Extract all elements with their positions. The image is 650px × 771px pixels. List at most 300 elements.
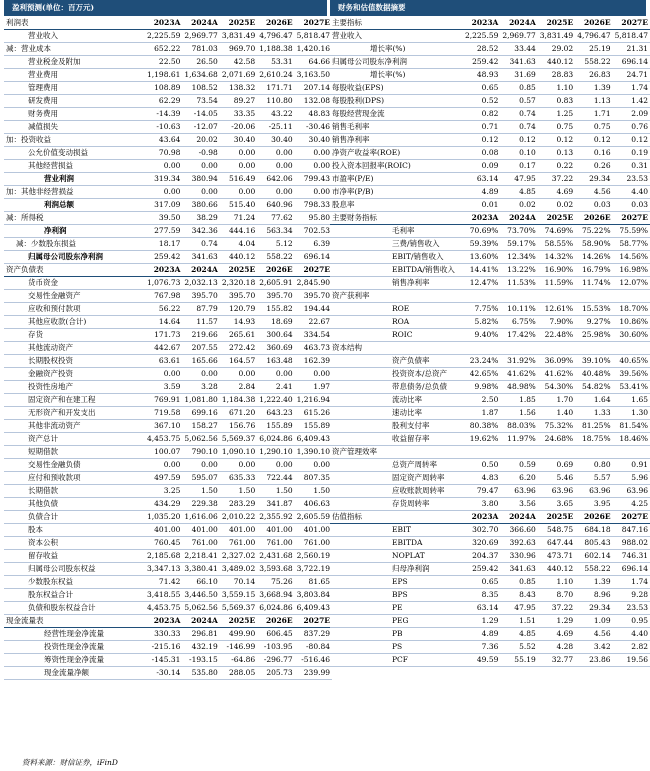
right-cell: 2027E xyxy=(613,17,650,30)
left-cell: 70.98 xyxy=(145,147,182,160)
right-row-label: 应收账款周转率 xyxy=(330,485,463,498)
left-cell: 42.58 xyxy=(220,56,257,69)
right-cell: 1.10 xyxy=(538,576,575,589)
right-cell xyxy=(613,446,650,459)
left-cell: 2025E xyxy=(220,615,257,628)
left-cell: 0.00 xyxy=(145,186,182,199)
left-cell: 3,347.13 xyxy=(145,563,182,576)
left-cell: 3,803.84 xyxy=(295,589,332,602)
left-cell: 395.70 xyxy=(257,290,294,303)
left-cell: 6,024.86 xyxy=(257,602,294,615)
left-cell: 219.66 xyxy=(182,329,219,342)
left-cell: 259.42 xyxy=(145,251,182,264)
right-cell: 81.25% xyxy=(575,420,612,433)
left-cell: 2,320.18 xyxy=(220,277,257,290)
left-cell: 3,668.94 xyxy=(257,589,294,602)
left-row xyxy=(4,589,332,602)
right-row-label: 净资产收益率(ROE) xyxy=(330,147,463,160)
left-cell: -193.15 xyxy=(182,654,219,667)
right-cell: 48.93 xyxy=(463,69,500,82)
left-cell: 3.25 xyxy=(145,485,182,498)
right-row-label: 销售毛利率 xyxy=(330,121,463,134)
left-row-label: 留存收益 xyxy=(4,550,145,563)
left-cell: 761.00 xyxy=(257,537,294,550)
right-cell: 25.19 xyxy=(575,43,612,56)
left-cell: 432.19 xyxy=(182,641,219,654)
right-row-label: 三费/销售收入 xyxy=(330,238,463,251)
left-row xyxy=(4,485,332,498)
right-cell: 63.96 xyxy=(500,485,537,498)
right-row-label: EPS xyxy=(330,576,463,589)
left-row-label: 归属母公司股东净利润 xyxy=(4,251,145,264)
left-cell: 33.35 xyxy=(220,108,257,121)
left-cell: 342.36 xyxy=(182,225,219,238)
left-cell: 164.57 xyxy=(220,355,257,368)
left-cell: 11.57 xyxy=(182,316,219,329)
right-cell: 0.12 xyxy=(463,134,500,147)
left-cell: 699.16 xyxy=(182,407,219,420)
right-cell: 330.96 xyxy=(500,550,537,563)
left-cell: 205.73 xyxy=(257,667,294,680)
right-cell: 0.74 xyxy=(500,121,537,134)
left-cell: 171.71 xyxy=(257,82,294,95)
right-cell: 0.95 xyxy=(613,615,650,628)
left-row xyxy=(4,654,332,667)
left-row-label: 交易性金融负债 xyxy=(4,459,145,472)
right-cell: 59.17% xyxy=(500,238,537,251)
left-cell: 0.00 xyxy=(145,368,182,381)
right-row-label: 归母净利润 xyxy=(330,563,463,576)
left-cell: 0.00 xyxy=(220,160,257,173)
right-cell: 14.41% xyxy=(463,264,500,277)
left-cell: 2,218.41 xyxy=(182,550,219,563)
right-row-label: 投入资本回报率(ROIC) xyxy=(330,160,463,173)
right-cell xyxy=(463,446,500,459)
right-cell: 63.96 xyxy=(613,485,650,498)
right-cell: 0.12 xyxy=(613,134,650,147)
right-cell: 1.13 xyxy=(575,95,612,108)
right-cell: 440.12 xyxy=(538,563,575,576)
right-cell: 0.01 xyxy=(463,199,500,212)
right-row-label: 资本结构 xyxy=(330,342,463,355)
right-cell: 0.02 xyxy=(500,199,537,212)
right-row xyxy=(330,290,650,303)
right-row xyxy=(330,472,650,485)
right-cell: 11.53% xyxy=(500,277,537,290)
left-cell: 969.70 xyxy=(220,43,257,56)
right-cell: 4.69 xyxy=(538,186,575,199)
right-cell: 49.59 xyxy=(463,654,500,667)
left-table-container xyxy=(4,17,332,680)
right-cell: 12.07% xyxy=(613,277,650,290)
right-row-label: 资产管理效率 xyxy=(330,446,463,459)
left-cell: 155.89 xyxy=(257,420,294,433)
left-cell: -14.39 xyxy=(145,108,182,121)
right-row-label: ROE xyxy=(330,303,463,316)
left-row xyxy=(4,43,332,56)
right-cell: 47.95 xyxy=(500,602,537,615)
right-cell: 7.90% xyxy=(538,316,575,329)
right-cell: 40.48% xyxy=(575,368,612,381)
left-cell: 2,560.19 xyxy=(295,550,332,563)
left-cell: 380.94 xyxy=(182,173,219,186)
right-row xyxy=(330,394,650,407)
left-row-label: 其他负债 xyxy=(4,498,145,511)
left-row xyxy=(4,186,332,199)
left-cell: 5,818.47 xyxy=(295,30,332,43)
left-cell: 3,489.02 xyxy=(220,563,257,576)
right-cell: 602.14 xyxy=(575,550,612,563)
right-cell: 3.95 xyxy=(575,498,612,511)
right-cell: 1.33 xyxy=(575,407,612,420)
left-cell: 1.50 xyxy=(182,485,219,498)
left-row xyxy=(4,225,332,238)
right-cell: 23.53 xyxy=(613,602,650,615)
left-cell: 2,032.13 xyxy=(182,277,219,290)
right-cell: 4.69 xyxy=(538,628,575,641)
left-row-label: 短期借款 xyxy=(4,446,145,459)
right-cell: 7.36 xyxy=(463,641,500,654)
right-cell: 2026E xyxy=(575,17,612,30)
right-row xyxy=(330,485,650,498)
right-cell: 63.14 xyxy=(463,602,500,615)
right-row-label: PB xyxy=(330,628,463,641)
left-row-label: 筹资性现金净流量 xyxy=(4,654,145,667)
left-cell: 341.87 xyxy=(257,498,294,511)
right-section-header xyxy=(330,17,650,30)
left-cell: 671.20 xyxy=(220,407,257,420)
right-cell: 1.56 xyxy=(500,407,537,420)
right-cell: 54.30% xyxy=(538,381,575,394)
left-cell: 0.00 xyxy=(257,186,294,199)
right-cell: 0.80 xyxy=(575,459,612,472)
left-cell: 18.17 xyxy=(145,238,182,251)
left-row-label: 其他经营损益 xyxy=(4,160,145,173)
left-row-label: 营业税金及附加 xyxy=(4,56,145,69)
left-cell: 30.40 xyxy=(295,134,332,147)
right-row xyxy=(330,82,650,95)
left-row-label: 货币资金 xyxy=(4,277,145,290)
right-cell: 2023A xyxy=(463,511,500,524)
right-row xyxy=(330,186,650,199)
left-cell: 2026E xyxy=(257,615,294,628)
right-row-label: 增长率(%) xyxy=(330,43,463,56)
left-cell: 155.82 xyxy=(257,303,294,316)
right-row-label: 归属母公司股东净利润 xyxy=(330,56,463,69)
right-cell: 29.34 xyxy=(575,173,612,186)
right-cell xyxy=(538,342,575,355)
right-cell: 12.34% xyxy=(500,251,537,264)
left-cell: 440.12 xyxy=(220,251,257,264)
left-cell: 2,010.22 xyxy=(220,511,257,524)
right-cell: 1.87 xyxy=(463,407,500,420)
left-row xyxy=(4,69,332,82)
right-cell: 2023A xyxy=(463,17,500,30)
right-cell: 8.43 xyxy=(500,589,537,602)
left-cell: 769.91 xyxy=(145,394,182,407)
right-row xyxy=(330,641,650,654)
right-cell: 9.40% xyxy=(463,329,500,342)
right-row-label: 估值指标 xyxy=(330,511,463,524)
left-cell: 20.02 xyxy=(182,134,219,147)
left-cell: -30.14 xyxy=(145,667,182,680)
right-cell: 988.02 xyxy=(613,537,650,550)
left-row-label: 研发费用 xyxy=(4,95,145,108)
right-row-label: 销售净利率 xyxy=(330,134,463,147)
left-cell: 2,610.24 xyxy=(257,69,294,82)
right-row xyxy=(330,316,650,329)
left-cell: 3,593.68 xyxy=(257,563,294,576)
left-cell: 30.40 xyxy=(220,134,257,147)
right-row xyxy=(330,368,650,381)
left-cell: 395.70 xyxy=(182,290,219,303)
left-cell: 1,188.38 xyxy=(257,43,294,56)
left-row-label: 投资性现金净流量 xyxy=(4,641,145,654)
right-cell: 24.71 xyxy=(613,69,650,82)
left-cell: 64.66 xyxy=(295,56,332,69)
left-cell: 642.06 xyxy=(257,173,294,186)
right-row-label: 每股股利(DPS) xyxy=(330,95,463,108)
left-cell: -12.07 xyxy=(182,121,219,134)
left-cell: 18.69 xyxy=(257,316,294,329)
left-cell: 1,390.10 xyxy=(295,446,332,459)
right-cell: 9.98% xyxy=(463,381,500,394)
right-cell: 14.26% xyxy=(575,251,612,264)
left-cell: 2024A xyxy=(182,264,219,277)
right-cell: 9.28 xyxy=(613,589,650,602)
right-row xyxy=(330,264,650,277)
left-cell: 0.00 xyxy=(220,368,257,381)
left-cell: 73.54 xyxy=(182,95,219,108)
left-cell: 5,569.37 xyxy=(220,602,257,615)
source-note: 资料来源：财信证券，iFinD xyxy=(22,758,118,767)
right-cell: 5.57 xyxy=(575,472,612,485)
right-cell: 88.03% xyxy=(500,420,537,433)
right-cell: 3.65 xyxy=(538,498,575,511)
right-cell: 75.32% xyxy=(538,420,575,433)
left-cell: 463.73 xyxy=(295,342,332,355)
right-cell: 40.65% xyxy=(613,355,650,368)
left-cell: 558.22 xyxy=(257,251,294,264)
left-cell: 4,796.47 xyxy=(257,30,294,43)
left-cell: 799.43 xyxy=(295,173,332,186)
left-cell: 138.32 xyxy=(220,82,257,95)
right-cell: 0.65 xyxy=(463,82,500,95)
left-cell: 207.14 xyxy=(295,82,332,95)
left-cell: -516.46 xyxy=(295,654,332,667)
left-cell: 171.73 xyxy=(145,329,182,342)
left-cell: 2023A xyxy=(145,264,182,277)
left-cell: 4,453.75 xyxy=(145,433,182,446)
left-cell: 155.89 xyxy=(295,420,332,433)
left-cell: 2025E xyxy=(220,264,257,277)
left-row-label: 资本公积 xyxy=(4,537,145,550)
left-cell: 0.00 xyxy=(257,459,294,472)
left-cell: 2,225.59 xyxy=(145,30,182,43)
left-row xyxy=(4,30,332,43)
right-cell: 19.56 xyxy=(613,654,650,667)
left-cell: 0.00 xyxy=(182,459,219,472)
left-cell: 22.50 xyxy=(145,56,182,69)
left-row xyxy=(4,303,332,316)
left-cell: 165.66 xyxy=(182,355,219,368)
left-cell: 761.00 xyxy=(220,537,257,550)
right-cell: 6.20 xyxy=(500,472,537,485)
right-cell: 0.65 xyxy=(463,576,500,589)
left-cell: 1,420.16 xyxy=(295,43,332,56)
left-cell: 2,355.92 xyxy=(257,511,294,524)
right-cell: 2025E xyxy=(538,511,575,524)
left-cell: -20.06 xyxy=(220,121,257,134)
right-cell: 54.82% xyxy=(575,381,612,394)
left-cell: 767.98 xyxy=(145,290,182,303)
right-cell: 4.40 xyxy=(613,628,650,641)
left-cell: 39.50 xyxy=(145,212,182,225)
right-cell: 341.63 xyxy=(500,563,537,576)
left-cell: 3,380.41 xyxy=(182,563,219,576)
left-row xyxy=(4,602,332,615)
right-cell: 558.22 xyxy=(575,56,612,69)
left-cell: 194.44 xyxy=(295,303,332,316)
left-cell: 652.22 xyxy=(145,43,182,56)
left-cell: 0.00 xyxy=(295,459,332,472)
left-cell: 0.00 xyxy=(145,160,182,173)
right-cell: 21.31 xyxy=(613,43,650,56)
right-row-label: 每股经营现金流 xyxy=(330,108,463,121)
right-cell: 33.44 xyxy=(500,43,537,56)
right-row-label: 流动比率 xyxy=(330,394,463,407)
left-cell: 81.65 xyxy=(295,576,332,589)
left-cell: 3,722.19 xyxy=(295,563,332,576)
right-cell: 5.52 xyxy=(500,641,537,654)
right-row-label: NOPLAT xyxy=(330,550,463,563)
left-cell: 272.42 xyxy=(220,342,257,355)
right-cell: 366.60 xyxy=(500,524,537,537)
right-cell: 53.41% xyxy=(613,381,650,394)
right-cell: 1.42 xyxy=(613,95,650,108)
right-cell: 0.13 xyxy=(538,147,575,160)
right-cell: 4.83 xyxy=(463,472,500,485)
left-cell: 2026E xyxy=(257,17,294,30)
left-cell: 0.00 xyxy=(295,186,332,199)
right-cell: 8.70 xyxy=(538,589,575,602)
right-cell: 2025E xyxy=(538,17,575,30)
left-cell: 2,845.90 xyxy=(295,277,332,290)
left-row xyxy=(4,576,332,589)
left-cell: 26.50 xyxy=(182,56,219,69)
right-cell xyxy=(575,342,612,355)
left-row xyxy=(4,121,332,134)
right-row-label: 营业收入 xyxy=(330,30,463,43)
right-cell: 1.70 xyxy=(538,394,575,407)
right-cell: 746.31 xyxy=(613,550,650,563)
left-row-label: 公允价值变动损益 xyxy=(4,147,145,160)
left-cell: 6,409.43 xyxy=(295,602,332,615)
right-cell: 26.83 xyxy=(575,69,612,82)
right-cell: 8.35 xyxy=(463,589,500,602)
left-row xyxy=(4,56,332,69)
left-row xyxy=(4,108,332,121)
left-cell: 43.64 xyxy=(145,134,182,147)
left-cell: 2023A xyxy=(145,615,182,628)
left-row-label: 其他非流动资产 xyxy=(4,420,145,433)
left-row xyxy=(4,667,332,680)
right-cell: 548.75 xyxy=(538,524,575,537)
right-row xyxy=(330,355,650,368)
left-cell: 66.10 xyxy=(182,576,219,589)
left-row xyxy=(4,147,332,160)
right-cell: 47.95 xyxy=(500,173,537,186)
right-cell: 13.22% xyxy=(500,264,537,277)
right-cell: 39.56% xyxy=(613,368,650,381)
left-cell: 406.63 xyxy=(295,498,332,511)
left-row-label: 金融资产投资 xyxy=(4,368,145,381)
left-row-label: 利润表 xyxy=(4,17,145,30)
right-cell: 2027E xyxy=(613,212,650,225)
left-cell: 0.00 xyxy=(220,186,257,199)
right-row-label: 收益留存率 xyxy=(330,433,463,446)
left-cell: 635.33 xyxy=(220,472,257,485)
right-cell: 24.68% xyxy=(538,433,575,446)
right-cell: 1.71 xyxy=(575,108,612,121)
right-row xyxy=(330,537,650,550)
left-row-label: 营业费用 xyxy=(4,69,145,82)
right-cell: 1.29 xyxy=(463,615,500,628)
right-row xyxy=(330,43,650,56)
right-row xyxy=(330,589,650,602)
left-cell: 207.55 xyxy=(182,342,219,355)
left-cell: 563.34 xyxy=(257,225,294,238)
left-cell: 277.59 xyxy=(145,225,182,238)
right-panel-header: 财务和估值数据摘要 xyxy=(330,0,646,16)
left-cell: 3,163.50 xyxy=(295,69,332,82)
right-cell: 48.98% xyxy=(500,381,537,394)
left-row-label: 长期股权投资 xyxy=(4,355,145,368)
right-cell: 647.44 xyxy=(538,537,575,550)
left-cell: 2023A xyxy=(145,17,182,30)
right-cell: 81.54% xyxy=(613,420,650,433)
right-cell xyxy=(613,342,650,355)
left-row xyxy=(4,537,332,550)
right-row xyxy=(330,251,650,264)
right-cell: 0.03 xyxy=(575,199,612,212)
right-cell: 204.37 xyxy=(463,550,500,563)
right-cell: 4.28 xyxy=(538,641,575,654)
right-cell: 70.69% xyxy=(463,225,500,238)
right-cell: 0.75 xyxy=(538,121,575,134)
right-row-label: 主要指标 xyxy=(330,17,463,30)
right-cell: 0.31 xyxy=(613,160,650,173)
right-cell: 28.52 xyxy=(463,43,500,56)
right-cell: 0.59 xyxy=(500,459,537,472)
left-cell: 300.64 xyxy=(257,329,294,342)
right-cell: 320.69 xyxy=(463,537,500,550)
right-cell: 4.56 xyxy=(575,628,612,641)
right-row xyxy=(330,433,650,446)
right-cell: 0.03 xyxy=(613,199,650,212)
left-cell: 62.29 xyxy=(145,95,182,108)
left-row xyxy=(4,433,332,446)
left-cell: 702.53 xyxy=(295,225,332,238)
left-cell: 108.89 xyxy=(145,82,182,95)
left-row xyxy=(4,511,332,524)
right-cell: 31.92% xyxy=(500,355,537,368)
left-cell: 401.00 xyxy=(145,524,182,537)
right-cell: 58.77% xyxy=(613,238,650,251)
right-cell: 4.40 xyxy=(613,186,650,199)
left-cell: 719.58 xyxy=(145,407,182,420)
right-row xyxy=(330,108,650,121)
